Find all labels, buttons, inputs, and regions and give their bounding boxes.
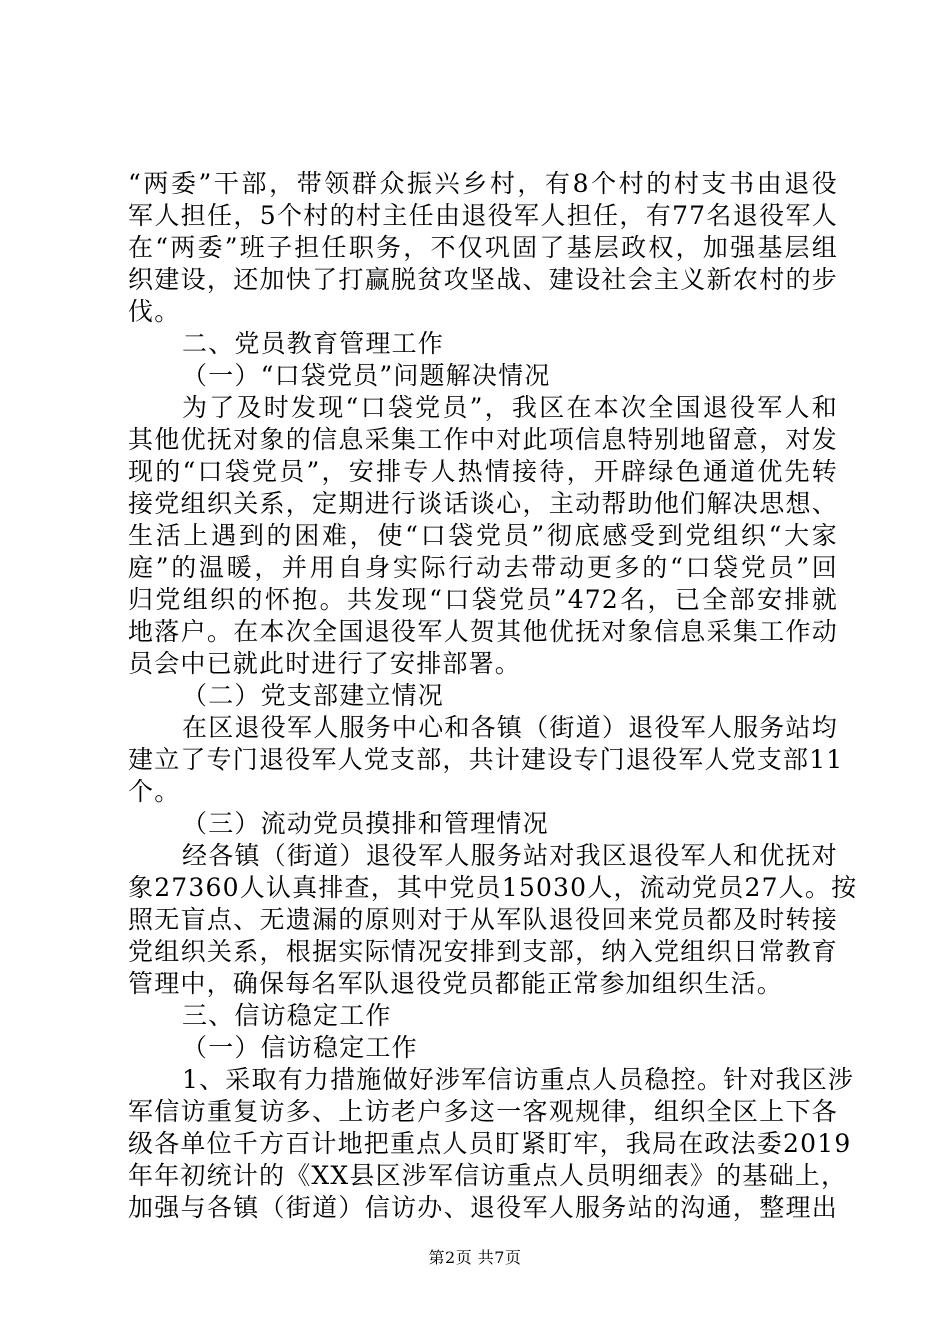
text-line: 员会中已就此时进行了安排部署。: [128, 649, 522, 678]
text-line: 为了及时发现“口袋党员”，我区在本次全国退役军人和: [182, 393, 838, 422]
text-line: 地落户。在本次全国退役军人贺其他优抚对象信息采集工作动: [128, 617, 838, 646]
text-line: 三、信访稳定工作: [182, 1001, 392, 1030]
text-line: 二、党员教育管理工作: [182, 329, 445, 358]
text-line: 在区退役军人服务中心和各镇（街道）退役军人服务站均: [182, 713, 838, 742]
text-line: 1、采取有力措施做好涉军信访重点人员稳控。针对我区涉: [182, 1065, 855, 1094]
text-line: （一）“口袋党员”问题解决情况: [182, 361, 551, 390]
page-number-label: 第2页 共7页: [428, 1248, 522, 1267]
text-line: 照无盲点、无遗漏的原则对于从军队退役回来党员都及时转接: [128, 905, 838, 934]
text-line: 军人担任，5个村的村主任由退役军人担任，有77名退役军人: [128, 201, 838, 230]
text-line: （一）信访稳定工作: [182, 1033, 418, 1062]
page-footer: [0, 1245, 950, 1268]
text-line: 管理中，确保每名军队退役党员都能正常参加组织生活。: [128, 969, 784, 998]
text-line: （三）流动党员摸排和管理情况: [182, 809, 549, 838]
text-line: 党组织关系，根据实际情况安排到支部，纳入党组织日常教育: [128, 937, 838, 966]
text-line: 其他优抚对象的信息采集工作中对此项信息特别地留意，对发: [128, 425, 838, 454]
text-line: 伐。: [128, 297, 181, 326]
text-line: 织建设，还加快了打赢脱贫攻坚战、建设社会主义新农村的步: [128, 265, 838, 294]
text-line: “两委”干部，带领群众振兴乡村，有8个村的村支书由退役: [128, 169, 838, 198]
text-line: 生活上遇到的困难，使“口袋党员”彻底感受到党组织“大家: [128, 521, 838, 550]
text-line: 象27360人认真排查，其中党员15030人，流动党员27人。按: [128, 873, 858, 902]
text-line: 建立了专门退役军人党支部，共计建设专门退役军人党支部11: [128, 745, 844, 774]
text-line: 军信访重复访多、上访老户多这一客观规律，组织全区上下各: [128, 1097, 838, 1126]
text-line: 加强与各镇（街道）信访办、退役军人服务站的沟通，整理出: [128, 1193, 838, 1222]
text-line: 归党组织的怀抱。共发现“口袋党员”472名，已全部安排就: [128, 585, 838, 614]
text-line: 个。: [128, 777, 181, 806]
text-line: 庭”的温暖，并用自身实际行动去带动更多的“口袋党员”回: [128, 553, 838, 582]
text-line: 经各镇（街道）退役军人服务站对我区退役军人和优抚对: [182, 841, 838, 870]
text-line: 在“两委”班子担任职务，不仅巩固了基层政权，加强基层组: [128, 233, 838, 262]
text-line: 接党组织关系，定期进行谈话谈心，主动帮助他们解决思想、: [128, 489, 838, 518]
text-line: 现的“口袋党员”，安排专人热情接待，开辟绿色通道优先转: [128, 457, 838, 486]
text-line: 级各单位千方百计地把重点人员盯紧盯牢，我局在政法委2019: [128, 1129, 852, 1158]
document-body: [128, 168, 858, 1224]
text-line: 年年初统计的《XX县区涉军信访重点人员明细表》的基础上，: [128, 1161, 848, 1190]
text-line: （二）党支部建立情况: [182, 681, 445, 710]
